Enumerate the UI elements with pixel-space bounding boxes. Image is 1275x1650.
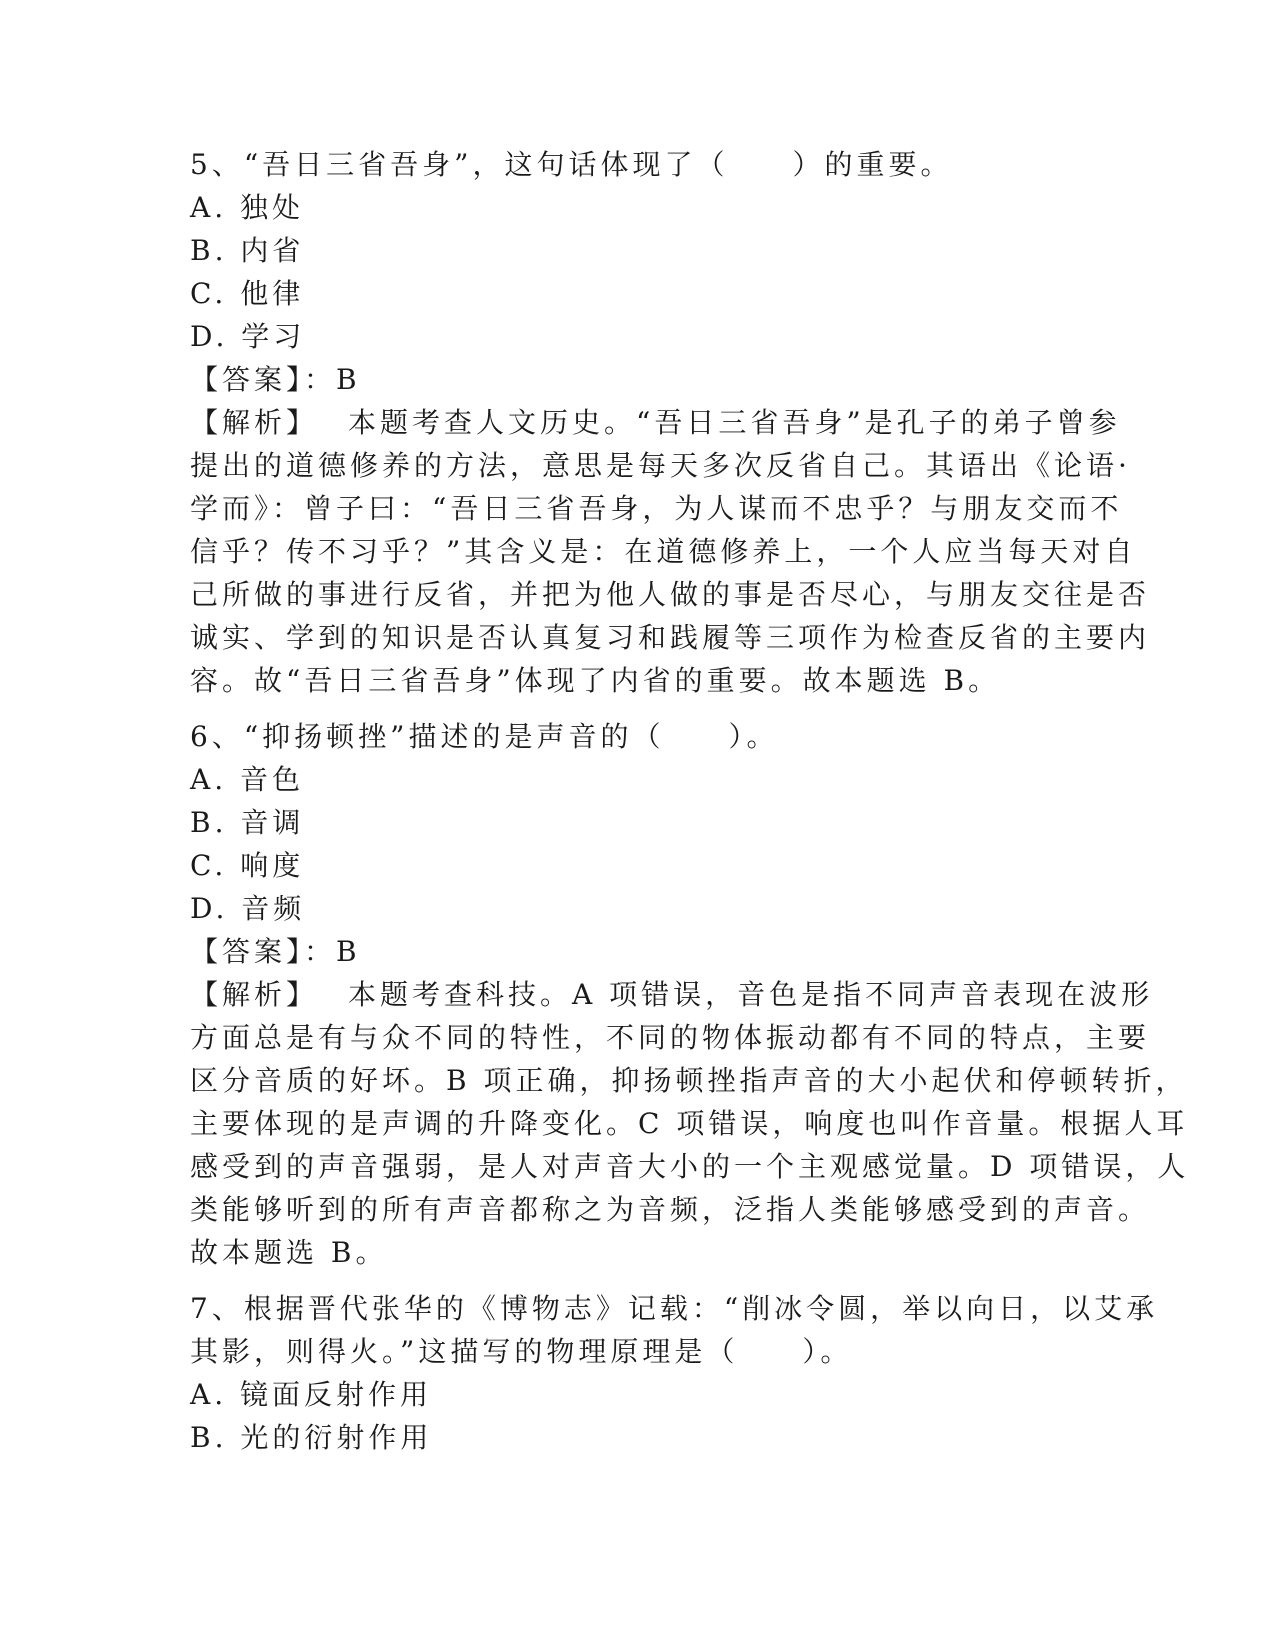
option-c: C. 响度 bbox=[190, 849, 305, 882]
analysis-line bbox=[190, 973, 1154, 1016]
option-d: D. 学习 bbox=[190, 320, 306, 353]
analysis-text: 故本题选 B。 bbox=[190, 1236, 388, 1269]
answer-value: B bbox=[336, 363, 361, 396]
analysis-text: 类能够听到的所有声音都称之为音频，泛指人类能够感受到的声音。 bbox=[190, 1193, 1151, 1226]
option-a: A. 音色 bbox=[190, 763, 305, 796]
analysis-text: 方面总是有与众不同的特性，不同的物体振动都有不同的特点，主要 bbox=[190, 1021, 1151, 1054]
analysis-text: 信乎？传不习乎？”其含义是：在道德修养上，一个人应当每天对自 bbox=[190, 535, 1137, 568]
analysis-label: 【解析】 bbox=[190, 406, 319, 439]
analysis-text: 本题考查科技。A 项错误，音色是指不同声音表现在波形 bbox=[348, 978, 1154, 1011]
analysis-text: 己所做的事进行反省，并把为他人做的事是否尽心，与朋友交往是否 bbox=[190, 578, 1151, 611]
question-stem-continued: 其影，则得火。”这描写的物理原理是（ ）。 bbox=[190, 1335, 853, 1368]
question-6 bbox=[190, 715, 1190, 1274]
option-b: B. 内省 bbox=[190, 234, 305, 267]
answer-label: 【答案】： bbox=[190, 363, 337, 396]
option-b: B. 光的衍射作用 bbox=[190, 1421, 433, 1454]
answer-line bbox=[190, 358, 1090, 401]
question-stem: 7、根据晋代张华的《博物志》记载：“削冰令圆，举以向日，以艾承 bbox=[190, 1292, 1159, 1325]
question-stem: 5、“吾日三省吾身”，这句话体现了（ ）的重要。 bbox=[190, 148, 953, 181]
analysis-label: 【解析】 bbox=[190, 978, 319, 1011]
analysis-text: 区分音质的好坏。B 项正确，抑扬顿挫指声音的大小起伏和停顿转折， bbox=[190, 1064, 1188, 1097]
analysis-text: 感受到的声音强弱，是人对声音大小的一个主观感觉量。D 项错误，人 bbox=[190, 1150, 1190, 1183]
analysis-text: 学而》：曾子曰：“吾日三省吾身，为人谋而不忠乎？与朋友交而不 bbox=[190, 492, 1123, 525]
analysis-text: 本题考查人文历史。“吾日三省吾身”是孔子的弟子曾参 bbox=[348, 406, 1121, 439]
question-stem: 6、“抑扬顿挫”描述的是声音的（ ）。 bbox=[190, 720, 779, 753]
answer-label: 【答案】： bbox=[190, 935, 337, 968]
document-page bbox=[190, 143, 1190, 1459]
analysis-text: 容。故“吾日三省吾身”体现了内省的重要。故本题选 B。 bbox=[190, 664, 1001, 697]
option-d: D. 音频 bbox=[190, 892, 306, 925]
option-a: A. 镜面反射作用 bbox=[190, 1378, 433, 1411]
option-b: B. 音调 bbox=[190, 806, 305, 839]
option-a: A. 独处 bbox=[190, 191, 305, 224]
question-5 bbox=[190, 143, 1151, 702]
answer-value: B bbox=[336, 935, 361, 968]
analysis-line bbox=[190, 401, 1121, 444]
option-c: C. 他律 bbox=[190, 277, 305, 310]
analysis-text: 主要体现的是声调的升降变化。C 项错误，响度也叫作音量。根据人耳 bbox=[190, 1107, 1189, 1140]
answer-line bbox=[190, 930, 1090, 973]
question-7 bbox=[190, 1287, 1159, 1459]
analysis-text: 诚实、学到的知识是否认真复习和践履等三项作为检查反省的主要内 bbox=[190, 621, 1151, 654]
analysis-text: 提出的道德修养的方法，意思是每天多次反省自己。其语出《论语· bbox=[190, 449, 1131, 482]
